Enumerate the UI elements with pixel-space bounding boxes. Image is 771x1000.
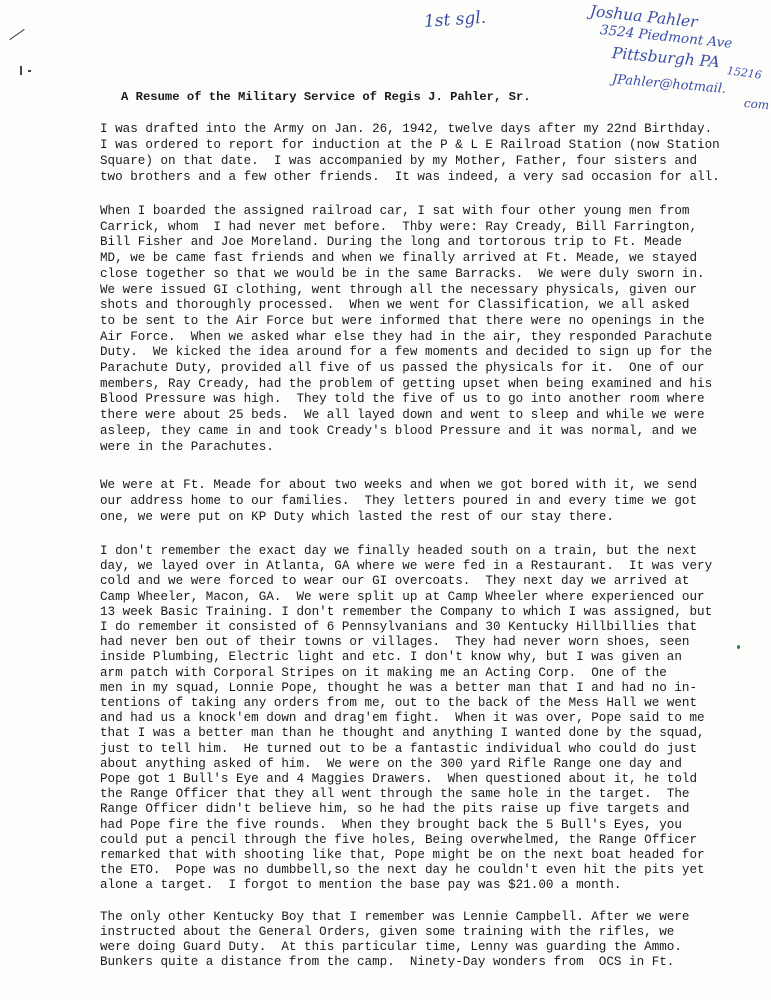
text-line: close together so that we would be in the same Barracks. We were duly sworn in.	[100, 266, 705, 281]
text-line: just to tell him. He turned out to be a fantastic individual who could do just	[100, 741, 698, 756]
text-line: members, Ray Cready, had the problem of getting upset when being examined and his	[100, 376, 713, 391]
text-line: Range Officer didn't believe him, so he had the pits raise up five targets and	[100, 802, 690, 817]
text-line: 13 week Basic Training. I don't remember the Company to which I was assigned, but	[100, 604, 713, 619]
text-line: Carrick, whom I had never met before. Thby were: Ray Cready, Bill Farrington,	[100, 219, 698, 234]
handwritten-note: 1st sgl.	[423, 7, 487, 32]
text-line: Duty. We kicked the idea around for a few moments and decided to sign up for the	[100, 345, 713, 360]
text-line: and had us a knock'em down and drag'em fight. When it was over, Pope said to me	[100, 711, 705, 726]
text-line: shots and thoroughly processed. When we went for Classification, we all asked	[100, 298, 690, 313]
text-line: the ETO. Pope was no dumbbell,so the next day he couldn't even hit the pits yet	[100, 863, 705, 878]
text-line: two brothers and a few other friends. It was indeed, a very sad occasion for all.	[100, 170, 720, 184]
text-line: Bill Fisher and Joe Moreland. During the long and tortorous trip to Ft. Meade	[100, 235, 682, 250]
text-line: I was drafted into the Army on Jan. 26, 1942, twelve days after my 22nd Birthday.	[100, 122, 713, 136]
text-line: were in the Parachutes.	[100, 439, 274, 454]
text-line: were doing Guard Duty. At this particular time, Lenny was guarding the Ammo.	[100, 940, 682, 954]
handwritten-address-line: Joshua Pahler	[589, 2, 699, 32]
edge-mark	[28, 70, 31, 72]
text-line: Blood Pressure was high. They told the five of us to go into another room where	[100, 392, 705, 407]
handwritten-address-line: 3524 Piedmont Ave	[599, 22, 733, 52]
text-line: day, we layed over in Atlanta, GA where we were fed in a Restaurant. It was very	[100, 559, 713, 574]
text-line: Air Force. When we asked whar else they had in the air, they responded Parachute	[100, 329, 713, 344]
document-title: A Resume of the Military Service of Regis J. Pahler, Sr.	[121, 90, 531, 104]
handwritten-address-line: com	[743, 96, 770, 113]
text-line: Parachute Duty, provided all five of us passed the physicals for it. One of our	[100, 361, 705, 375]
text-line: had Pope fire the five rounds. When they brought back the 5 Bull's Eyes, you	[100, 817, 682, 832]
text-line: could put a pencil through the five holes, Being overwhelmed, the Range Officer	[100, 832, 698, 847]
text-line: the Range Officer that they all went through the same hole in the target. The	[100, 787, 690, 802]
text-line: Camp Wheeler, Macon, GA. We were split up at Camp Wheeler where experienced our	[100, 589, 705, 604]
text-line: about anything asked of him. We were on the 300 yard Rifle Range one day and	[100, 756, 682, 771]
text-line: Pope got 1 Bull's Eye and 4 Maggies Drawers. When questioned about it, he told	[100, 772, 698, 786]
handwritten-address-line: JPahler@hotmail.	[611, 72, 727, 97]
corner-tick	[9, 29, 24, 40]
text-line: cold and we were forced to wear our GI overcoats. They next day we arrived at	[100, 574, 690, 589]
text-line: inside Plumbing, Electric light and etc. I don't know why, but I was given an	[100, 650, 682, 665]
text-line: MD, we be came fast friends and when we finally arrived at Ft. Meade, we stayed	[100, 251, 698, 266]
text-line: arm patch with Corporal Stripes on it making me an Acting Corp. One of the	[100, 665, 667, 680]
text-line: I don't remember the exact day we finally headed south on a train, but the next	[100, 544, 698, 558]
text-line: had never ben out of their towns or villages. They had never worn shoes, seen	[100, 635, 690, 650]
text-line: I was ordered to report for induction at the P & L E Railroad Station (now Station	[100, 138, 720, 152]
text-line: I do remember it consisted of 6 Pennsylvanians and 30 Kentucky Hillbillies that	[100, 620, 698, 634]
text-line: one, we were put on KP Duty which lasted the rest of our stay there.	[100, 510, 614, 524]
text-line: When I boarded the assigned railroad car, I sat with four other young men from	[100, 204, 690, 218]
text-line: Square) on that date. I was accompanied by my Mother, Father, four sisters and	[100, 154, 698, 168]
text-line: to be sent to the Air Force but were informed that there were no openings in the	[100, 313, 705, 328]
handwritten-address-line: 15216	[726, 64, 763, 82]
text-line: We were at Ft. Meade for about two weeks and when we got bored with it, we send	[100, 478, 698, 492]
text-line: The only other Kentucky Boy that I remember was Lennie Campbell. After we were	[100, 909, 690, 924]
handwritten-address-line: Pittsburgh PA	[611, 44, 721, 72]
text-line: there were about 25 beds. We all layed down and went to sleep and while we were	[100, 408, 705, 423]
text-line: We were issued GI clothing, went through all the necessary physicals, given our	[100, 282, 698, 297]
text-line: men in my squad, Lonnie Pope, thought he was a better man that I and had no in-	[100, 680, 698, 695]
text-line: that I was a better man than he thought and anything I wanted done by the squad,	[100, 726, 705, 741]
ink-speck	[737, 645, 740, 649]
edge-mark	[20, 66, 22, 75]
text-line: tentions of taking any orders from me, out to the back of the Mess Hall we went	[100, 696, 698, 710]
text-line: alone a target. I forgot to mention the base pay was $21.00 a month.	[100, 878, 622, 893]
text-line: our address home to our families. They letters poured in and every time we got	[100, 494, 698, 508]
text-line: asleep, they came in and took Cready's blood Pressure and it was normal, and we	[100, 423, 698, 438]
text-line: instructed about the General Orders, given some training with the rifles, we	[100, 924, 675, 939]
text-line: Bunkers quite a distance from the camp. Ninety-Day wonders from OCS in Ft.	[100, 955, 675, 970]
text-line: remarked that with shooting like that, Pope might be on the next boat headed for	[100, 848, 705, 862]
